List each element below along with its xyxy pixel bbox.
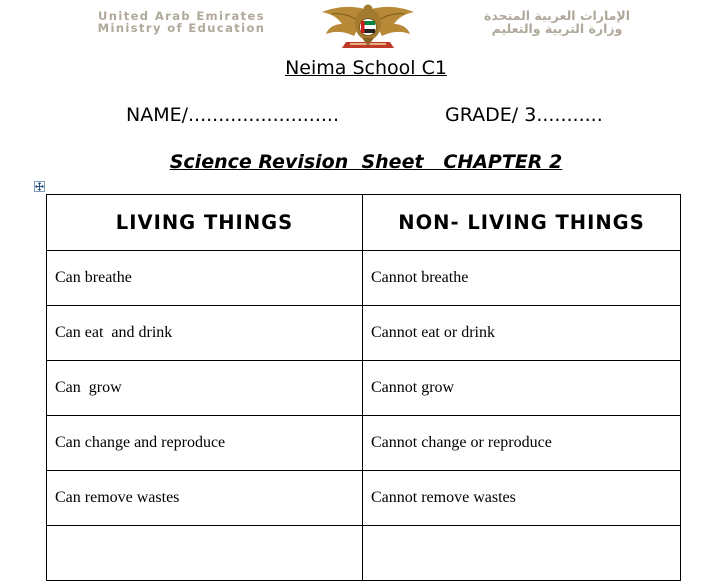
- table-row: [47, 471, 681, 526]
- letterhead-arabic-line2: وزارة التربية والتعليم: [491, 21, 623, 36]
- header-non-living-things: NON- LIVING THINGS: [363, 195, 681, 251]
- table-row: [47, 306, 681, 361]
- letterhead-arabic: [448, 9, 666, 35]
- uae-falcon-emblem-icon: [312, 2, 424, 52]
- letterhead-english: [74, 10, 289, 34]
- letterhead-english-line1: United Arab Emirates: [98, 9, 265, 23]
- letterhead-english-line2: Ministry of Education: [97, 21, 266, 35]
- header-living-things: LIVING THINGS: [47, 195, 363, 251]
- school-name: Neima School C1: [285, 57, 447, 79]
- living-cell: Can grow: [47, 361, 363, 416]
- table-row: [47, 416, 681, 471]
- table-row: [47, 526, 681, 581]
- non-living-cell: Cannot breathe: [363, 251, 681, 306]
- table-row: [47, 251, 681, 306]
- non-living-cell: Cannot grow: [363, 361, 681, 416]
- sheet-title: Science Revision Sheet CHAPTER 2: [169, 151, 563, 173]
- non-living-cell: Cannot remove wastes: [363, 471, 681, 526]
- non-living-cell: [363, 526, 681, 581]
- living-cell: Can remove wastes: [47, 471, 363, 526]
- living-cell: [47, 526, 363, 581]
- grade-field[interactable]: GRADE/ 3...........: [445, 104, 603, 126]
- table-move-handle-icon[interactable]: [34, 181, 45, 192]
- non-living-cell: Cannot change or reproduce: [363, 416, 681, 471]
- name-field[interactable]: NAME/.........................: [126, 104, 339, 126]
- non-living-cell: Cannot eat or drink: [363, 306, 681, 361]
- living-cell: Can change and reproduce: [47, 416, 363, 471]
- table-row: [47, 361, 681, 416]
- table-header-row: [47, 195, 681, 251]
- letterhead-arabic-line1: الإمارات العربية المتحدة: [483, 8, 631, 23]
- living-cell: Can breathe: [47, 251, 363, 306]
- letterhead: [0, 0, 726, 54]
- comparison-table: [46, 194, 681, 581]
- living-cell: Can eat and drink: [47, 306, 363, 361]
